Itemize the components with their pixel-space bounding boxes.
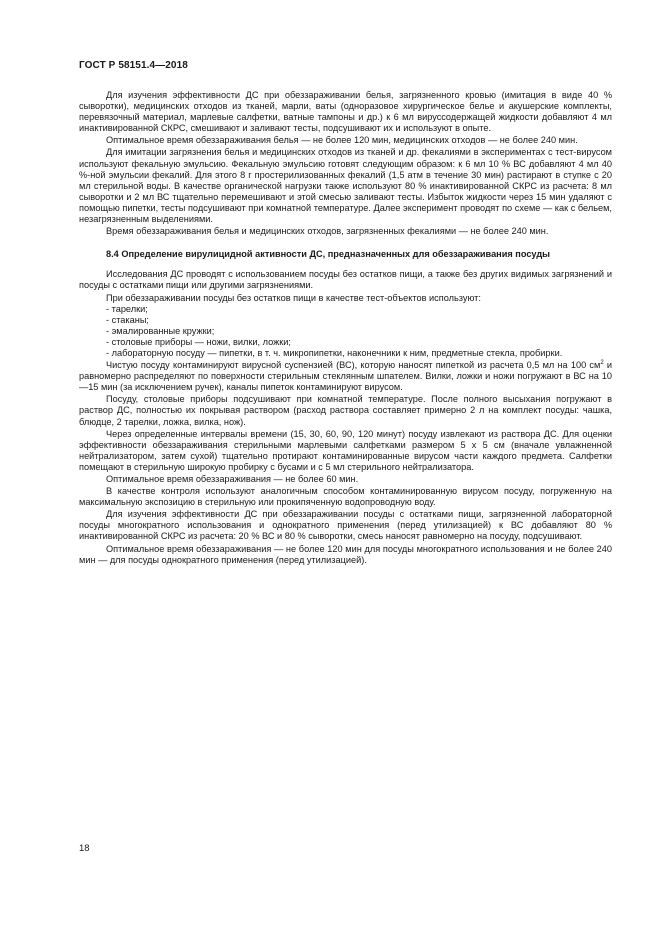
paragraph: Оптимальное время обеззараживания белья — не более 120 мин, медицинских отходов — не более 240 мин. <box>106 135 578 146</box>
list-item: - столовые приборы — ножи, вилки, ложки; <box>106 336 291 347</box>
paragraph: При обеззараживании посуды без остатков пищи в качестве тест-объектов используют: <box>106 292 481 303</box>
test-objects-list <box>79 304 612 359</box>
paragraph: Оптимальное время обеззараживания — не более 60 мин. <box>106 474 359 484</box>
page-number: 18 <box>79 843 90 854</box>
paragraph: Посуду, столовые приборы подсушивают при комнатной температуре. После полного высыхания погружают в раствор ДС, полностью их покрывая раствором (расход раствора составляет примерно 2 л на комплект посуды: чашка, блюдце, 2 тарелки, ложка, вилка, нож). <box>79 394 612 427</box>
paragraph: В качестве контроля используют аналогичным способом контаминированную вирусом посуду, погруженную на максимальную экспозицию в стерильную или прокипяченную водопроводную воду. <box>79 486 612 508</box>
section-heading: 8.4 Определение вирулицидной активности ДС, предназначенных для обеззараживания посуды <box>106 249 550 260</box>
list-item: - лабораторную посуду — пипетки, в т. ч. микропипетки, наконечники к ним, предметные стекла, пробирки. <box>106 347 563 358</box>
paragraph: Для изучения эффективности ДС при обеззараживании посуды с остатками пищи, загрязненной лабораторной посуды многократного использования и однократного применения (перед утилизацией) к ВС добавляют 80 % инактивированной СКРС из расчета: 20 % ВС и 80 % сыворотки, смесь наносят равномерно на посуду, подсушивают. <box>79 509 612 542</box>
superscript: 2 <box>600 360 604 367</box>
list-item: - стаканы; <box>106 314 149 325</box>
paragraph-contamination <box>79 360 612 393</box>
text-run: и равномерно распределяют по поверхности стерильным стеклянным шпателем. Вилки, ложки и ножи погружают в ВС на 10—15 мин (за исключением ручек), каналы пипеток контаминируют вирусом. <box>79 360 612 393</box>
paragraph: Через определенные интервалы времени (15, 30, 60, 90, 120 минут) посуду извлекают из раствора ДС. Для оценки эффективности обеззараживания стерильными марлевыми салфетками размером 5 х 5 см (вначале увлажненной нейтрализатором, затем сухой) тщательно протирают контаминированные вирусом части каждого предмета. Салфетки помещают в стерильную широкую пробирку с бусами и с 5 мл стерильного нейтрализатора. <box>79 428 612 472</box>
paragraph: Исследования ДС проводят с использованием посуды без остатков пищи, а также без других видимых загрязнений и посуды с остатками пищи или другими загрязнениями. <box>79 269 612 291</box>
body-text <box>79 90 612 566</box>
text-run: Чистую посуду контаминируют вирусной суспензией (ВС), которую наносят пипеткой из расчета 0,5 мл на 100 см <box>106 360 601 371</box>
list-item: - тарелки; <box>106 303 148 314</box>
document-code-header: ГОСТ Р 58151.4—2018 <box>79 60 188 71</box>
paragraph: Оптимальное время обеззараживания — не более 120 мин для посуды многократного использования и не более 240 мин — для посуды однократного применения (перед утилизацией). <box>79 543 612 565</box>
paragraph: Для изучения эффективности ДС при обеззараживании белья, загрязненного кровью (имитация в виде 40 % сыворотки), медицинских отходов из тканей, марли, ваты (одноразовое хирургическое белье и акушерские комплекты, перевязочный материал, марлевые салфетки, ватные тампоны и др.) к 6 мл вирусcодержащей жидкости добавляют 4 мл инактивированной СКРС, смешивают и заливают тесты, подсушивают их и используют в опыте. <box>79 90 612 134</box>
paragraph: Для имитации загрязнения белья и медицинских отходов из тканей и др. фекалиями в экспериментах с тест-вирусом используют фекальную эмульсию. Фекальную эмульсию готовят следующим образом: к 6 мл 10 % ВС добавляют 4 мл 40 %-ной эмульсии фекалий. Для этого 8 г простерилизованных фекалий (1,5 атм в течение 30 мин) растирают в ступке с 20 мл стерильной воды. В качестве органической нагрузки также используют 80 % инактивированной СКРС из расчета: 8 мл сыворотки и 2 мл ВС тщательно перемешивают и этой смесью заливают тесты. Избыток жидкости через 15 мин удаляют с помощью пипетки, тесты подсушивают при комнатной температуре. Далее эксперимент проводят по схеме — как с бельем, незагрязненным выделениями. <box>79 147 612 225</box>
paragraph: Время обеззараживания белья и медицинских отходов, загрязненных фекалиями — не более 240 мин. <box>106 226 549 237</box>
list-item: - эмалированные кружки; <box>106 325 215 336</box>
